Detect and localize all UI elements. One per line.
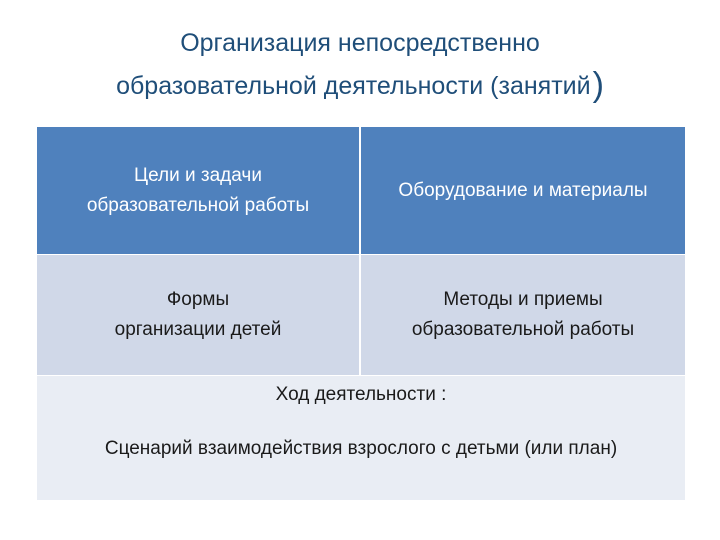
cell-forms-of-organization — [37, 255, 359, 375]
title-line-2-text: образовательной деятельности (занятий — [116, 72, 591, 100]
cell-goals-line-2: образовательной работы — [86, 194, 310, 216]
lesson-structure-table — [37, 127, 685, 500]
cell-activity-course — [37, 376, 685, 500]
cell-equipment-text: Оборудование и материалы — [398, 179, 648, 201]
cell-methods-and-techniques — [361, 255, 685, 375]
cell-methods-line-2: образовательной работы — [411, 319, 635, 340]
cell-forms-line-2: организации детей — [114, 319, 282, 340]
cell-goals-and-tasks — [37, 127, 359, 254]
title-line-1: Организация непосредственно — [180, 29, 540, 57]
title-closing-paren: ) — [592, 66, 604, 104]
cell-equipment-and-materials — [361, 127, 685, 254]
cell-goals-line-1: Цели и задачи — [134, 164, 262, 186]
activity-course-heading: Ход деятельности : — [275, 384, 447, 405]
activity-scenario-text: Сценарий взаимодействия взрослого с детьми (или план) — [104, 438, 618, 459]
cell-methods-line-1: Методы и приемы — [443, 289, 603, 310]
slide-title — [30, 22, 690, 107]
cell-forms-line-1: Формы — [166, 289, 230, 310]
title-line-2 — [30, 64, 690, 107]
